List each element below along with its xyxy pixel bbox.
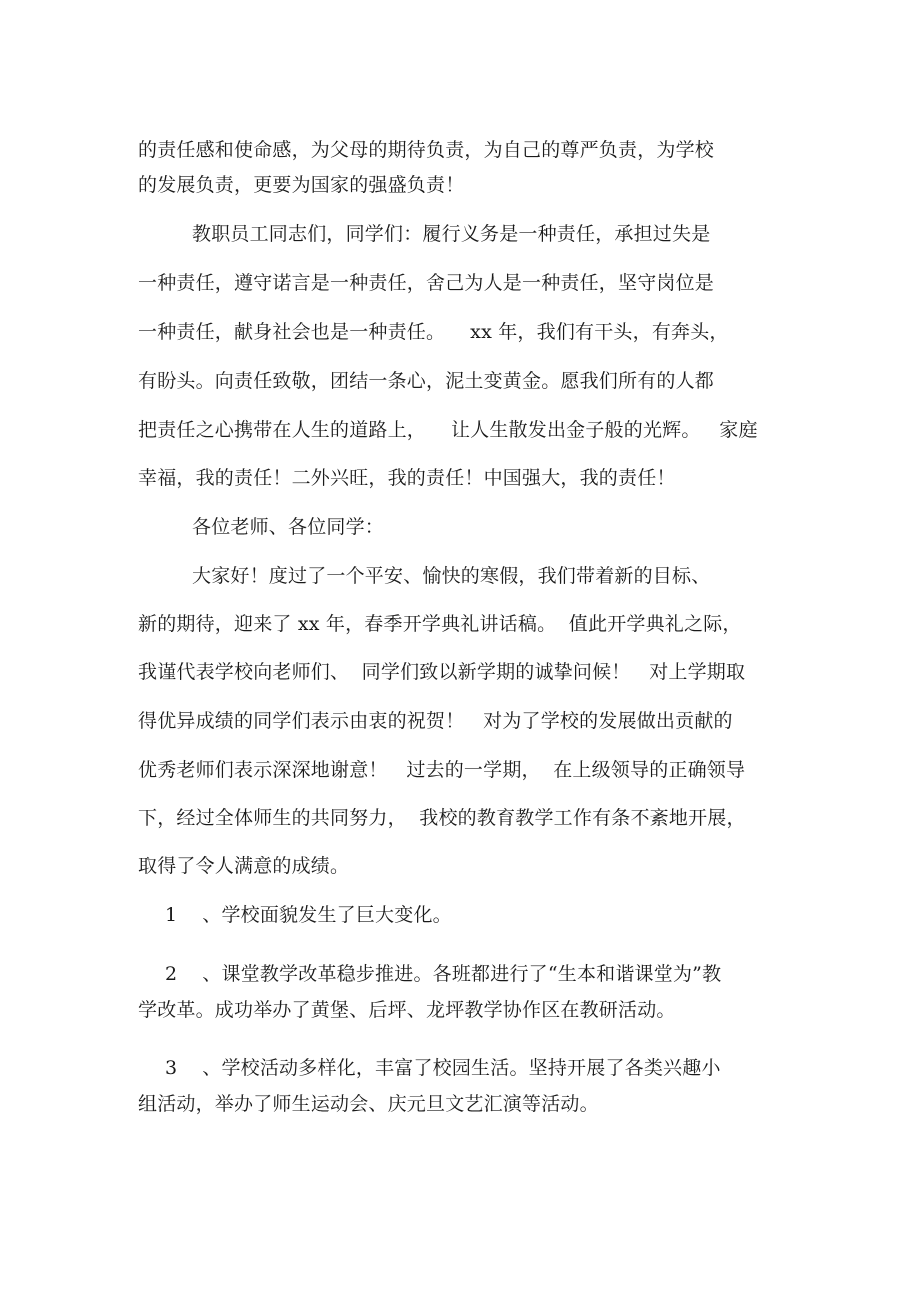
text-line-1: 的责任感和使命感，为父母的期待负责，为自己的尊严负责，为学校 — [138, 139, 715, 161]
text-line-12: 我谨代表学校向老师们、 同学们致以新学期的诚挚问候！ 对上学期取 — [138, 661, 746, 683]
text-line-14: 优秀老师们表示深深地谢意！ 过去的一学期， 在上级领导的正确领导 — [138, 759, 746, 781]
text-line-13: 得优异成绩的同学们表示由衷的祝贺！ 对为了学校的发展做出贡献的 — [138, 710, 733, 732]
text-line-7: 把责任之心携带在人生的道路上， 让人生散发出金子般的光辉。 家庭 — [138, 419, 758, 441]
text-line-5: 一种责任，献身社会也是一种责任。 xx 年，我们有干头，有奔头， — [138, 321, 729, 343]
text-line-16: 取得了令人满意的成绩。 — [138, 855, 350, 877]
text-line-9: 各位老师、各位同学： — [192, 516, 385, 538]
text-line-11: 新的期待，迎来了 xx 年，春季开学典礼讲话稿。 值此开学典礼之际， — [138, 613, 742, 635]
list-item-3-line-1: 3 、学校活动多样化，丰富了校园生活。坚持开展了各类兴趣小 — [165, 1057, 721, 1079]
list-item-2-line-2: 学改革。成功举办了黄堡、后坪、龙坪教学协作区在教研活动。 — [138, 999, 676, 1021]
list-item-1: 1 、学校面貌发生了巨大变化。 — [165, 904, 452, 926]
text-line-2: 的发展负责，更要为国家的强盛负责！ — [138, 174, 465, 196]
text-line-4: 一种责任，遵守诺言是一种责任，舍己为人是一种责任，坚守岗位是 — [138, 272, 715, 294]
list-item-2-line-1: 2 、课堂教学改革稳步推进。各班都进行了“生本和谐课堂为”教 — [165, 963, 722, 985]
text-line-8: 幸福，我的责任！二外兴旺，我的责任！中国强大，我的责任！ — [138, 467, 676, 489]
text-line-6: 有盼头。向责任致敬，团结一条心，泥土变黄金。愿我们所有的人都 — [138, 370, 715, 392]
text-line-3: 教职员工同志们，同学们：履行义务是一种责任，承担过失是 — [192, 223, 711, 245]
text-line-15: 下，经过全体师生的共同努力， 我校的教育教学工作有条不紊地开展， — [138, 807, 746, 829]
text-line-10: 大家好！度过了一个平安、愉快的寒假，我们带着新的目标、 — [192, 565, 711, 587]
list-item-3-line-2: 组活动，举办了师生运动会、庆元旦文艺汇演等活动。 — [138, 1093, 599, 1115]
